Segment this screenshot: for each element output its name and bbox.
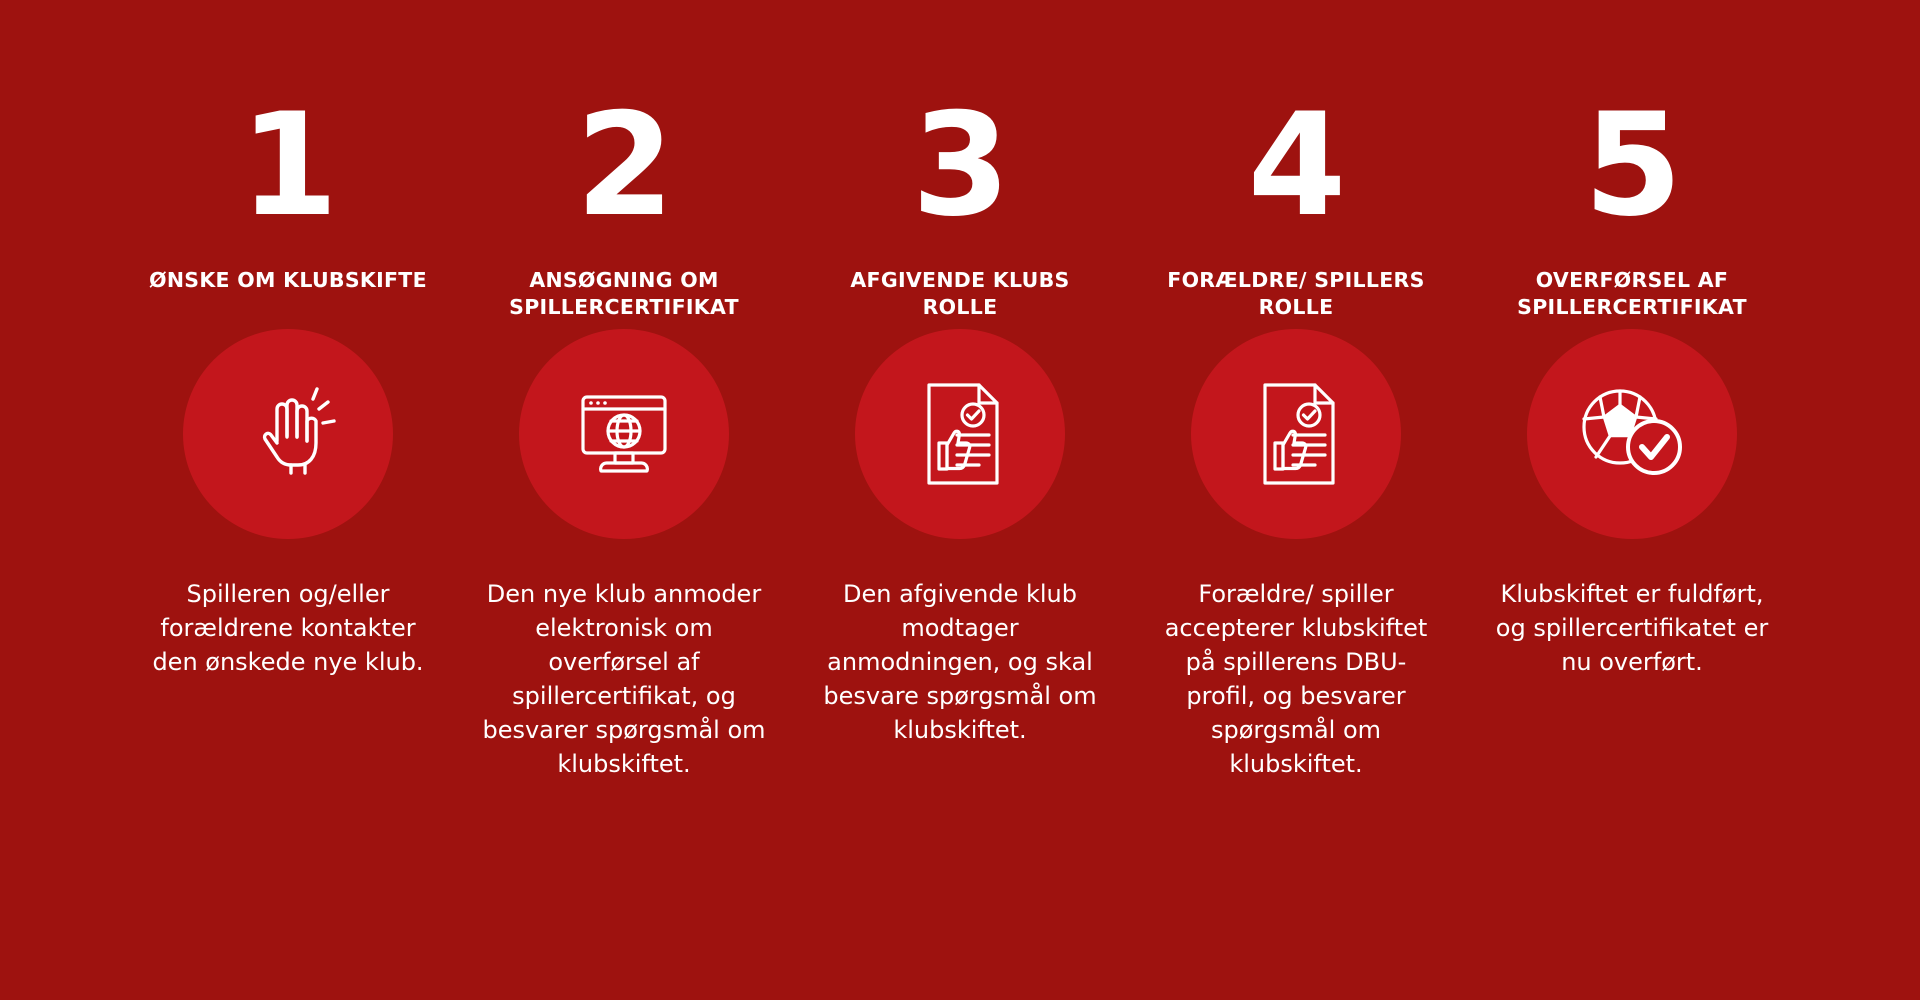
step-1 (120, 83, 456, 679)
step-title: OVERFØRSEL AF SPILLERCERTIFIKAT (1517, 268, 1747, 320)
step-title: ANSØGNING OM SPILLERCERTIFIKAT (509, 268, 739, 320)
step-description: Den afgivende klub modtager anmodningen, og skal besvare spørgsmål om klubskiftet. (823, 580, 1097, 745)
step-number: 2 (575, 83, 673, 248)
step-number: 5 (1583, 83, 1681, 248)
step-title: ØNSKE OM KLUBSKIFTE (149, 268, 427, 292)
step-number: 3 (911, 83, 1009, 248)
step-3 (792, 83, 1128, 747)
step-icon-circle (519, 329, 729, 539)
step-icon-circle (183, 329, 393, 539)
document-thumbsup-check-icon (1241, 375, 1351, 493)
step-description: Forældre/ spiller accepterer klubskiftet på spillerens DBU-profil, og besvarer spørgsmål om klubskiftet. (1164, 580, 1428, 779)
steps-row (120, 83, 1800, 781)
computer-globe-icon (565, 375, 683, 493)
step-icon-circle (1191, 329, 1401, 539)
step-5 (1464, 83, 1800, 679)
step-description: Den nye klub anmoder elektronisk om overførsel af spillercertifikat, og besvarer spørgsmål om klubskiftet. (482, 580, 766, 779)
step-description: Klubskiftet er fuldført, og spillercertifikatet er nu overført. (1495, 580, 1769, 677)
step-number: 4 (1247, 83, 1345, 248)
step-description: Spilleren og/eller forældrene kontakter den ønskede nye klub. (152, 580, 424, 677)
step-icon-circle (855, 329, 1065, 539)
step-icon-circle (1527, 329, 1737, 539)
step-2 (456, 83, 792, 781)
document-thumbsup-check-icon (905, 375, 1015, 493)
step-number: 1 (239, 83, 337, 248)
step-title: FORÆLDRE/ SPILLERS ROLLE (1167, 268, 1425, 320)
raised-hand-icon (233, 379, 343, 489)
step-title: AFGIVENDE KLUBS ROLLE (850, 268, 1070, 320)
step-4 (1128, 83, 1464, 781)
football-check-icon (1570, 375, 1695, 493)
